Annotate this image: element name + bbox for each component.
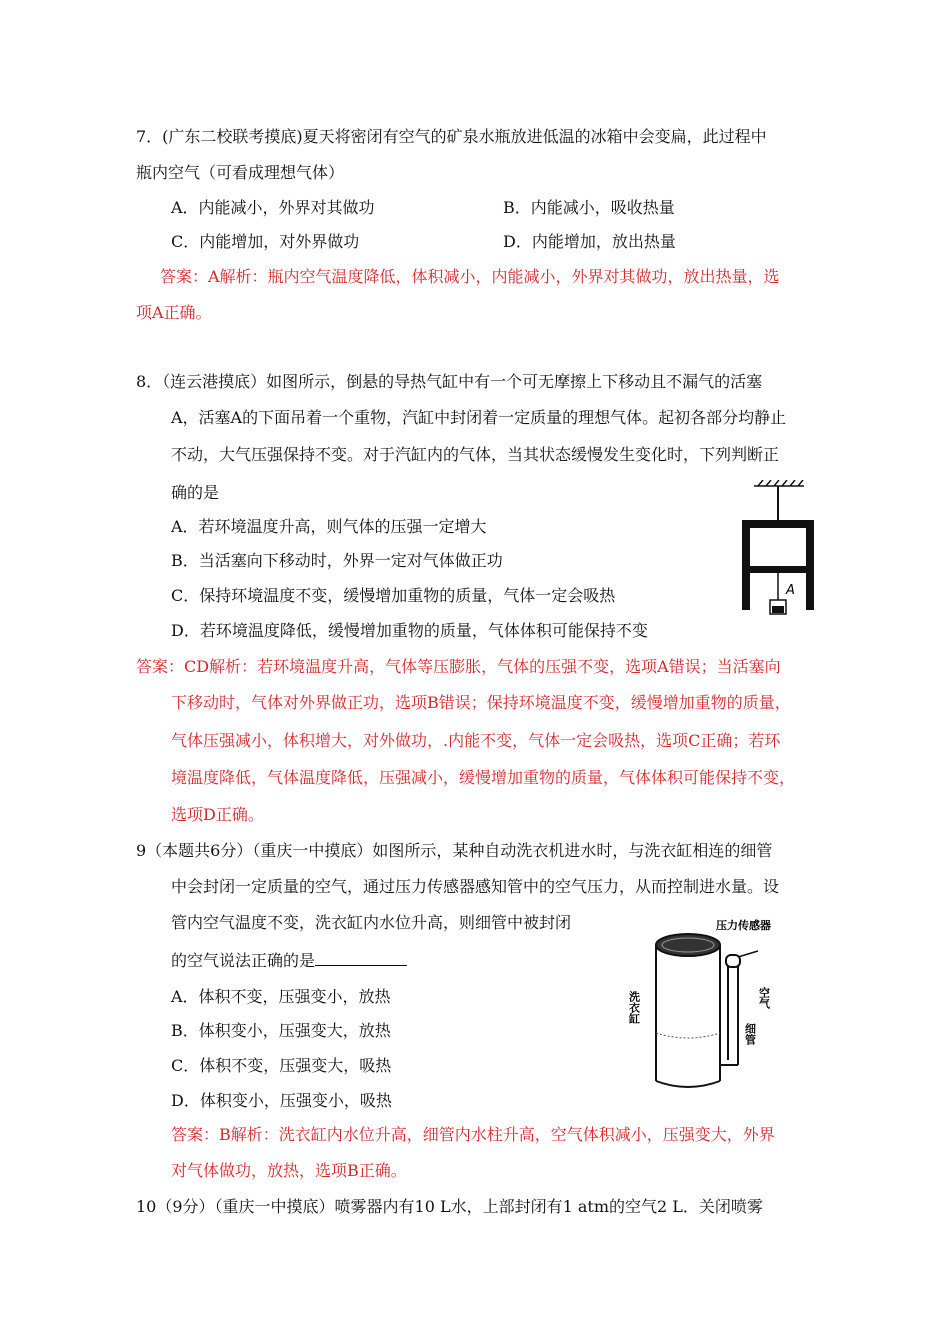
q9-stem-line-2: 中会封闭一定质量的空气，通过压力传感器感知管中的空气压力，从而控制进水量。设 [171,877,780,896]
sensor-body [726,955,740,967]
q9-stem-text: 的空气说法正确的是 [171,951,316,970]
q10-stem-line-1: 10（9分）（重庆一中摸底）喷雾器内有10 L水，上部封闭有1 atm的空气2 L．关闭喷雾 [136,1197,763,1216]
q8-stem-line-2: A，活塞A的下面吊着一个重物，汽缸中封闭着一定质量的理想气体。起初各部分均静止 [171,408,787,427]
piston [750,566,806,573]
q8-answer-line-4: 境温度降低，气体温度降低，压强减小，缓慢增加重物的质量，气体体积可能保持不变， [171,768,796,787]
water-level [656,1033,720,1038]
sensor-label: 压力传感器 [716,919,771,932]
q7-option-b: B．内能减小，吸收热量 [503,198,675,217]
q8-answer-line-3: 气体压强减小，体积增大，对外做功，.内能不变，气体一定会吸热，选项C正确；若环 [171,731,781,750]
q8-answer-line-1: 答案：CD解析：若环境温度升高，气体等压膨胀，气体的压强不变，选项A错误；当活塞向 [136,657,781,676]
q8-answer-line-2: 下移动时，气体对外界做正功，选项B错误；保持环境温度不变，缓慢增加重物的质量， [171,693,791,712]
q7-option-d: D．内能增加，放出热量 [503,232,676,251]
q8-stem-line-1: 8．（连云港摸底）如图所示，倒悬的导热气缸中有一个可无摩擦上下移动且不漏气的活塞 [136,372,763,391]
q9-stem-line-1: 9（本题共6分）（重庆一中摸底）如图所示，某种自动洗衣机进水时，与洗衣缸相连的细管 [136,841,773,860]
air-label: 空气 [757,987,771,1009]
tube-label: 细管 [743,1023,757,1045]
q9-option-d: D．体积变小，压强变小，吸热 [171,1091,392,1110]
tank-top [656,934,720,956]
q7-answer-line-1: 答案：A解析：瓶内空气温度降低，体积减小，内能减小，外界对其做功，放出热量，选 [160,267,780,286]
q8-cylinder-figure [726,480,826,620]
ceiling-hatch [754,480,804,486]
tank-label: 洗衣缸 [628,991,641,1024]
piston-label: A [786,583,795,598]
answer-blank [315,951,407,966]
q9-option-a: A．体积不变，压强变小，放热 [171,987,391,1006]
cylinder-left-wall [742,520,750,610]
q8-answer-line-5: 选项D正确。 [171,805,264,824]
q7-option-a: A．内能减小，外界对其做功 [171,198,375,217]
q7-stem-line-1: 7．(广东二校联考摸底)夏天将密闭有空气的矿泉水瓶放进低温的冰箱中会变扁，此过程中 [136,127,767,146]
q9-stem-line-3: 管内空气温度不变，洗衣缸内水位升高，则细管中被封闭 [171,913,572,932]
q9-washer-figure [628,915,798,1097]
cylinder-top-wall [742,520,814,528]
q8-option-d: D．若环境温度降低，缓慢增加重物的质量，气体体积可能保持不变 [171,621,648,640]
q8-stem-line-4: 确的是 [171,483,220,502]
q9-option-c: C．体积不变，压强变大，吸热 [171,1056,392,1075]
q9-answer-line-2: 对气体做功，放热，选项B正确。 [171,1161,407,1180]
q9-option-b: B．体积变小，压强变大，放热 [171,1021,391,1040]
q9-stem-line-4 [171,950,407,972]
q8-option-c: C．保持环境温度不变，缓慢增加重物的质量，气体一定会吸热 [171,586,616,605]
q7-answer-line-2: 项A正确。 [136,303,212,322]
q9-answer-line-1: 答案：B解析：洗衣缸内水位升高，细管内水柱升高，空气体积减小，压强变大，外界 [171,1125,775,1144]
q8-option-b: B．当活塞向下移动时，外界一定对气体做正功 [171,551,503,570]
q8-stem-line-3: 不动，大气压强保持不变。对于汽缸内的气体，当其状态缓慢发生变化时，下列判断正 [171,445,780,464]
q7-stem-line-2: 瓶内空气（可看成理想气体） [136,163,345,182]
q7-option-c: C．内能增加，对外界做功 [171,232,360,251]
cylinder-right-wall [806,520,814,610]
q8-option-a: A．若环境温度升高，则气体的压强一定增大 [171,517,487,536]
